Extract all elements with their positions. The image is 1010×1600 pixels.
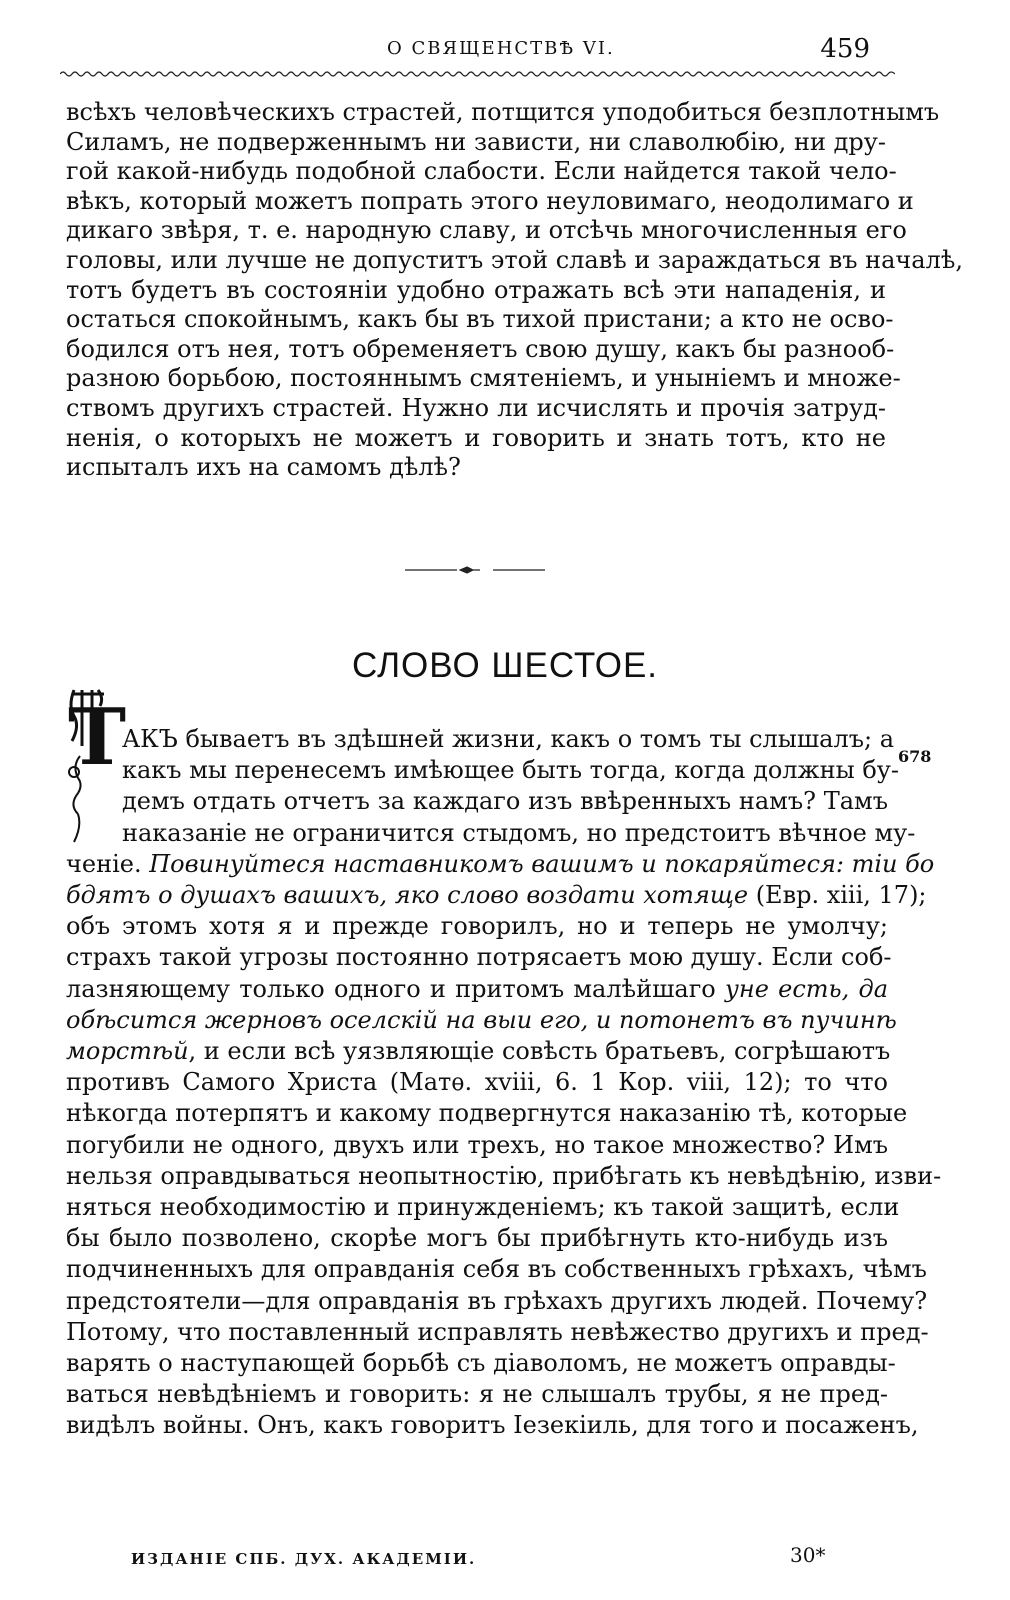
text-line	[66, 849, 935, 880]
margin-reference-number: 678	[898, 747, 932, 766]
text-line: АКЪ бываетъ въ здѣшней жизни, какъ о томъ ты слышалъ; а	[122, 725, 895, 753]
text-line: видѣлъ войны. Онъ, какъ говоритъ Іезекіиль, для того и посаженъ,	[66, 1411, 919, 1440]
text-run: ченіе.	[66, 849, 150, 878]
running-title: О СВЯЩЕНСТВѢ VI.	[387, 38, 615, 59]
text-run: лазняющему только одного и притомъ малѣйшаго	[66, 974, 725, 1003]
text-line: нѣкогда потерпятъ и какому подвергнутся наказанію тѣ, которые	[66, 1099, 908, 1128]
text-line: страхъ такой угрозы постоянно потрясаетъ мою душу. Если соб-	[66, 943, 892, 972]
text-line: погубили не одного, двухъ или трехъ, но такое множество? Имъ	[66, 1130, 888, 1159]
text-line: тотъ будетъ въ состояніи удобно отражать всѣ эти нападенія, и	[66, 275, 886, 304]
text-line	[66, 1036, 891, 1067]
text-line	[66, 880, 927, 911]
text-line: какъ мы перенесемъ имѣющее быть тогда, когда должны бу-	[122, 756, 900, 785]
text-line: бодился отъ нея, тотъ обременяетъ свою душу, какъ бы разнооб-	[66, 334, 895, 363]
header-wavy-rule	[60, 70, 895, 78]
text-line: наказаніе не ограничится стыдомъ, но предстоитъ вѣчное му-	[122, 818, 916, 847]
text-line: дикаго звѣря, т. е. народную славу, и отсѣчь многочисленныя его	[66, 216, 907, 245]
section-title: СЛОВО ШЕСТОЕ.	[351, 646, 659, 685]
text-line: нельзя оправдываться неопытностію, прибѣгать къ невѣдѣнію, изви-	[66, 1161, 942, 1190]
text-line: головы, или лучше не допуститъ этой славѣ и зараждаться въ началѣ,	[66, 245, 963, 274]
section-ornament	[405, 562, 545, 578]
text-run: , и если всѣ уязвляющіе совѣсть братьевъ, согрѣшаютъ	[188, 1037, 891, 1066]
scripture-quote: уне есть, да	[724, 974, 888, 1003]
text-line: вѣкъ, который можетъ попрать этого неуловимаго, неодолимаго и	[66, 186, 914, 215]
text-line: демъ отдать отчетъ за каждаго изъ ввѣренныхъ намъ? Тамъ	[122, 787, 888, 816]
text-line: няться необходимостію и принужденіемъ; къ такой защитѣ, если	[66, 1193, 900, 1222]
text-line: Потому, что поставленный исправлять невѣжество другихъ и пред-	[66, 1317, 929, 1346]
text-line: обѣсится жерновъ оселскій на выи его, и потонетъ въ пучинѣ	[66, 1005, 897, 1034]
text-run: (Евр. xiii, 17);	[748, 881, 927, 910]
text-line: бы было позволено, скорѣе могъ бы прибѣгнуть кто-нибудь изъ	[66, 1224, 888, 1253]
running-header	[60, 34, 895, 78]
text-line: всѣхъ человѣческихъ страстей, потщится уподобиться безплотнымъ	[66, 98, 940, 126]
continued-paragraph	[66, 98, 963, 483]
text-line: ненія, о которыхъ не можетъ и говорить и знать тотъ, кто не	[66, 423, 886, 452]
text-line: противъ Самого Христа (Матѳ. xviii, 6. 1 Кор. viii, 12); то что	[66, 1068, 888, 1097]
text-line: ствомъ другихъ страстей. Нужно ли исчислять и прочія затруд-	[66, 393, 886, 422]
text-line	[66, 974, 888, 1005]
scripture-quote: Повинуйтеся наставникомъ вашимъ и покаряйтеся: тіи бо	[149, 849, 935, 878]
dropcap-letter: Т	[68, 692, 127, 783]
page-number: 459	[820, 34, 870, 64]
scripture-quote: бдятъ о душахъ вашихъ, яко слово воздати хотяще	[66, 881, 749, 910]
scripture-quote: морстѣй	[66, 1037, 189, 1066]
footer-imprint: ИЗДАНІЕ СПБ. ДУХ. АКАДЕМІИ.	[131, 1550, 477, 1568]
text-line: гой какой-нибудь подобной слабости. Если найдется такой чело-	[66, 157, 897, 186]
text-line: разною борьбою, постояннымъ смятеніемъ, и уныніемъ и множе-	[66, 364, 901, 393]
text-line: испыталъ ихъ на самомъ дѣлѣ?	[66, 453, 461, 482]
text-line: подчиненныхъ для оправданія себя въ собственныхъ грѣхахъ, чѣмъ	[66, 1255, 927, 1284]
text-line: ваться невѣдѣніемъ и говорить: я не слышалъ трубы, я не пред-	[66, 1380, 888, 1409]
text-line: предстоятели—для оправданія въ грѣхахъ другихъ людей. Почему?	[66, 1286, 928, 1315]
text-line: остаться спокойнымъ, какъ бы въ тихой пристани; а кто не осво-	[66, 305, 894, 334]
text-line: объ этомъ хотя я и прежде говорилъ, но и теперь не умолчу;	[66, 912, 888, 941]
text-line: Силамъ, не подверженнымъ ни зависти, ни славолюбію, ни дру-	[66, 127, 886, 156]
signature-mark: 30*	[790, 1543, 826, 1567]
text-line: варять о наступающей борьбѣ съ діаволомъ, не можетъ оправды-	[66, 1349, 896, 1378]
